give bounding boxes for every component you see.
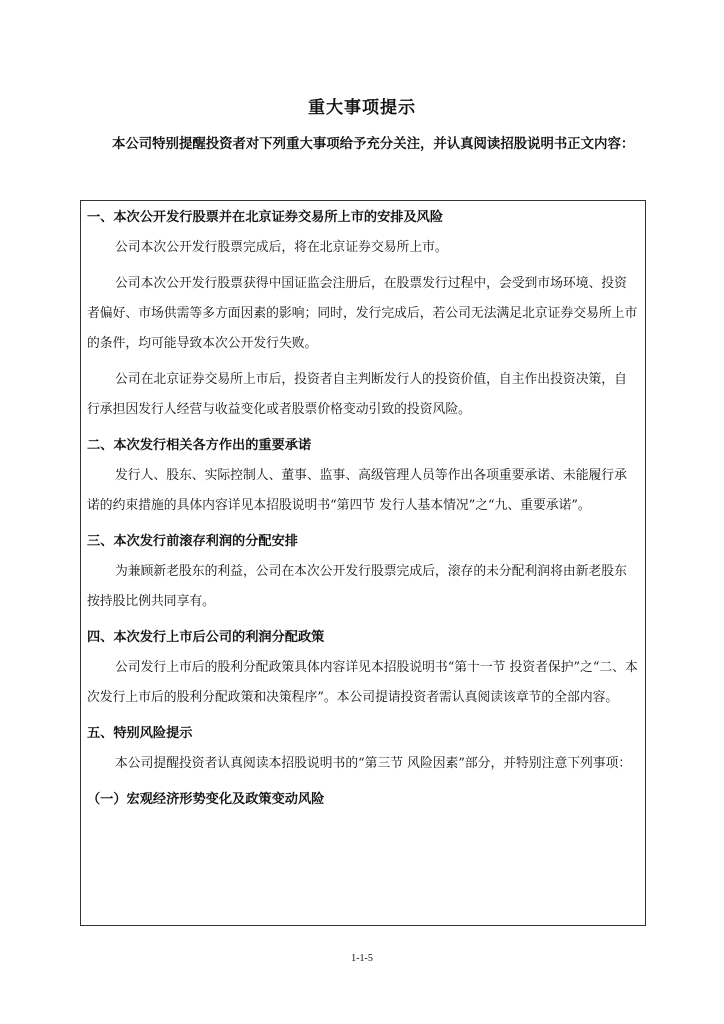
section-paragraph: 公司发行上市后的股利分配政策具体内容详见本招股说明书“第十一节 投资者保护”之“二、本次发行上市后的股利分配政策和决策程序”。本公司提请投资者需认真阅读该章节的全部内容。 [87, 660, 638, 705]
section-paragraph: 公司在北京证券交易所上市后，投资者自主判断发行人的投资价值，自主作出投资决策，自行承担因发行人经营与收益变化或者股票价格变动引致的投资风险。 [87, 372, 627, 417]
page-title: 重大事项提示 [308, 98, 416, 118]
subsection-heading: （一）宏观经济形势变化及政策变动风险 [87, 792, 325, 807]
section-5 [87, 719, 639, 779]
page-number: 1-1-5 [351, 953, 373, 964]
section-heading: 五、特别风险提示 [87, 726, 193, 741]
section-paragraph: 发行人、股东、实际控制人、董事、监事、高级管理人员等作出各项重要承诺、未能履行承诺的约束措施的具体内容详见本招股说明书“第四节 发行人基本情况”之“九、重要承诺”。 [87, 468, 627, 513]
section-4 [87, 623, 639, 713]
section-paragraph: 本公司提醒投资者认真阅读本招股说明书的“第三节 风险因素”部分，并特别注意下列事项： [115, 756, 632, 771]
content-box [80, 200, 646, 926]
section-3 [87, 527, 639, 617]
section-heading: 四、本次发行上市后公司的利润分配政策 [87, 630, 325, 645]
section-paragraph: 公司本次公开发行股票完成后，将在北京证券交易所上市。 [115, 240, 448, 255]
section-1 [87, 203, 639, 425]
section-paragraph: 公司本次公开发行股票获得中国证监会注册后，在股票发行过程中，会受到市场环境、投资者偏好、市场供需等多方面因素的影响；同时，发行完成后，若公司无法满足北京证券交易所上市的条件，均可能导致本次公开发行失败。 [87, 276, 638, 351]
section-heading: 一、本次公开发行股票并在北京证券交易所上市的安排及风险 [87, 210, 444, 225]
section-heading: 二、本次发行相关各方作出的重要承诺 [87, 438, 312, 453]
section-heading: 三、本次发行前滚存利润的分配安排 [87, 534, 298, 549]
section-paragraph: 为兼顾新老股东的利益，公司在本次公开发行股票完成后，滚存的未分配利润将由新老股东按持股比例共同享有。 [87, 564, 627, 609]
section-2 [87, 431, 639, 521]
intro-paragraph: 本公司特别提醒投资者对下列重大事项给予充分关注，并认真阅读招股说明书正文内容： [112, 137, 635, 152]
